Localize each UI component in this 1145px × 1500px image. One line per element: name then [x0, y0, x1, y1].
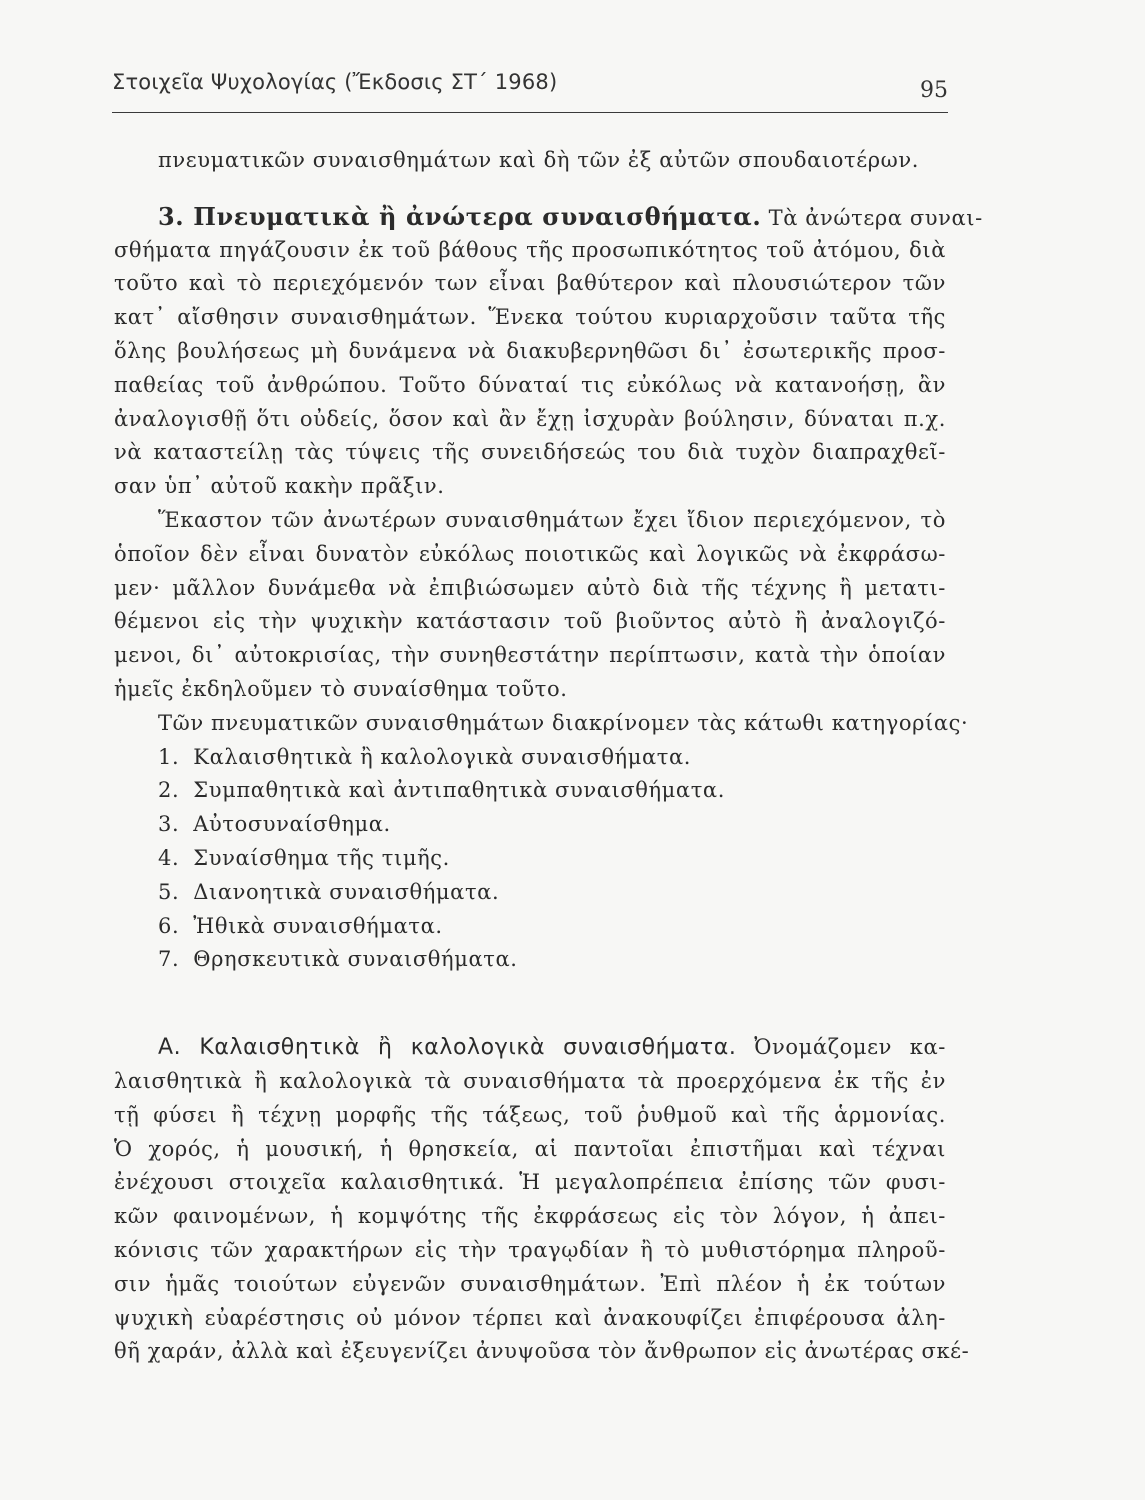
list-number: 7.: [158, 947, 180, 972]
list-number: 1.: [158, 744, 180, 769]
section-3-first-line: [114, 200, 983, 234]
paragraph-line: ἀναλογισθῇ ὅτι οὐδείς, ὅσον καὶ ἂν ἔχῃ ἰσχυρὰν βούλησιν, δύναται π.χ.: [114, 406, 946, 431]
paragraph-line: ὁποῖον δὲν εἶναι δυνατὸν εὐκόλως ποιοτικῶς καὶ λογικῶς νὰ ἐκφράσω-: [114, 541, 946, 566]
list-item: [114, 842, 946, 876]
list-number: 5.: [158, 879, 180, 904]
page-body: [114, 144, 983, 1369]
list-item: [114, 774, 946, 808]
list-number: 3.: [158, 812, 180, 837]
paragraph-line: Ὁ χορός, ἡ μουσική, ἡ θρησκεία, αἱ παντοῖαι ἐπιστῆμαι καὶ τέχναι: [114, 1136, 946, 1161]
continuation-line: πνευματικῶν συναισθημάτων καὶ δὴ τῶν ἐξ αὐτῶν σπουδαιοτέρων.: [158, 148, 920, 172]
paragraph-text: Ὀνομάζομεν κα-: [736, 1035, 946, 1060]
running-header: [112, 66, 948, 113]
paragraph-line: μενοι, δι᾽ αὐτοκρισίας, τὴν συνηθεστάτην περίπτωσιν, κατὰ τὴν ὁποίαν: [114, 643, 946, 668]
section-a-first-line: [114, 1031, 946, 1065]
list-text: Συναίσθημα τῆς τιμῆς.: [193, 845, 450, 870]
paragraph-text: Τὰ ἀνώτερα συναι-: [761, 205, 983, 230]
paragraph-line: μεν· μᾶλλον δυνάμεθα νὰ ἐπιβιώσωμεν αὐτὸ διὰ τῆς τέχνης ἢ μετατι-: [114, 575, 946, 600]
list-item: [114, 943, 946, 977]
section-3-title: 3. Πνευματικὰ ἢ ἀνώτερα συναισθήματα.: [158, 201, 762, 231]
list-number: 6.: [158, 913, 180, 938]
page-number: 95: [920, 78, 948, 103]
paragraph-line: θέμενοι εἰς τὴν ψυχικὴν κατάστασιν τοῦ βιοῦντος αὐτὸ ἢ ἀναλογιζό-: [114, 609, 946, 634]
list-text: Καλαισθητικὰ ἢ καλολογικὰ συναισθήματα.: [193, 744, 692, 769]
list-text: Ἠθικὰ συναισθήματα.: [193, 913, 443, 938]
paragraph-line: κῶν φαινομένων, ἡ κομψότης τῆς ἐκφράσεως εἰς τὸν λόγον, ἡ ἀπει-: [114, 1204, 946, 1229]
list-text: Συμπαθητικὰ καὶ ἀντιπαθητικὰ συναισθήματα.: [193, 778, 725, 803]
paragraph-line: σαν ὑπ᾽ αὐτοῦ κακὴν πρᾶξιν.: [114, 474, 445, 499]
list-text: Αὐτοσυναίσθημα.: [193, 812, 391, 837]
paragraph-line: ἡμεῖς ἐκδηλοῦμεν τὸ συναίσθημα τοῦτο.: [114, 676, 568, 701]
paragraph-line: νὰ καταστείλῃ τὰς τύψεις τῆς συνειδήσεώς του διὰ τυχὸν διαπραχθεῖ-: [114, 440, 946, 465]
paragraph-line: Ἕκαστον τῶν ἀνωτέρων συναισθημάτων ἔχει ἴδιον περιεχόμενον, τὸ: [158, 507, 946, 532]
paragraph-line: σιν ἡμᾶς τοιούτων εὐγενῶν συναισθημάτων. Ἐπὶ πλέον ἡ ἐκ τούτων: [114, 1271, 946, 1296]
paragraph-line: κόνισις τῶν χαρακτήρων εἰς τὴν τραγῳδίαν ἢ τὸ μυθιστόρημα πληροῦ-: [114, 1237, 946, 1262]
list-item: [114, 741, 946, 775]
header-title: Στοιχεῖα Ψυχολογίας (Ἔκδοσις ΣΤ΄ 1968): [112, 70, 558, 94]
paragraph-line: ψυχικὴ εὐαρέστησις οὐ μόνον τέρπει καὶ ἀνακουφίζει ἐπιφέρουσα ἀλη-: [114, 1305, 946, 1330]
list-number: 2.: [158, 778, 180, 803]
paragraph-line: τοῦτο καὶ τὸ περιεχόμενόν των εἶναι βαθύτερον καὶ πλουσιώτερον τῶν: [114, 271, 946, 296]
paragraph-line: λαισθητικὰ ἢ καλολογικὰ τὰ συναισθήματα τὰ προερχόμενα ἐκ τῆς ἐν: [114, 1068, 946, 1093]
list-text: Θρησκευτικὰ συναισθήματα.: [193, 947, 518, 972]
paragraph-line: θῆ χαράν, ἀλλὰ καὶ ἐξευγενίζει ἀνυψοῦσα τὸν ἄνθρωπον εἰς ἀνωτέρας σκέ-: [114, 1339, 970, 1364]
list-item: [114, 876, 946, 910]
paragraph-line: κατ᾽ αἴσθησιν συναισθημάτων. Ἕνεκα τούτου κυριαρχοῦσιν ταῦτα τῆς: [114, 305, 946, 330]
section-a-title: Α. Καλαισθητικὰ ἢ καλολογικὰ συναισθήματα.: [158, 1035, 737, 1061]
paragraph-line: ὅλης βουλήσεως μὴ δυνάμενα νὰ διακυβερνηθῶσι δι᾽ ἐσωτερικῆς προσ-: [114, 338, 946, 363]
list-item: [114, 910, 946, 944]
list-intro: Τῶν πνευματικῶν συναισθημάτων διακρίνομεν τὰς κάτωθι κατηγορίας·: [158, 710, 969, 735]
list-item: [114, 808, 946, 842]
paragraph-line: ἐνέχουσι στοιχεῖα καλαισθητικά. Ἡ μεγαλοπρέπεια ἐπίσης τῶν φυσι-: [114, 1170, 946, 1195]
paragraph-line: τῇ φύσει ἢ τέχνῃ μορφῆς τῆς τάξεως, τοῦ ῥυθμοῦ καὶ τῆς ἁρμονίας.: [114, 1102, 946, 1127]
paragraph-line: παθείας τοῦ ἀνθρώπου. Τοῦτο δύναταί τις εὐκόλως νὰ κατανοήσῃ, ἂν: [114, 372, 946, 397]
list-text: Διανοητικὰ συναισθήματα.: [193, 879, 500, 904]
paragraph-line: σθήματα πηγάζουσιν ἐκ τοῦ βάθους τῆς προσωπικότητος τοῦ ἀτόμου, διὰ: [114, 237, 946, 262]
category-list: [114, 741, 946, 978]
list-number: 4.: [158, 845, 180, 870]
